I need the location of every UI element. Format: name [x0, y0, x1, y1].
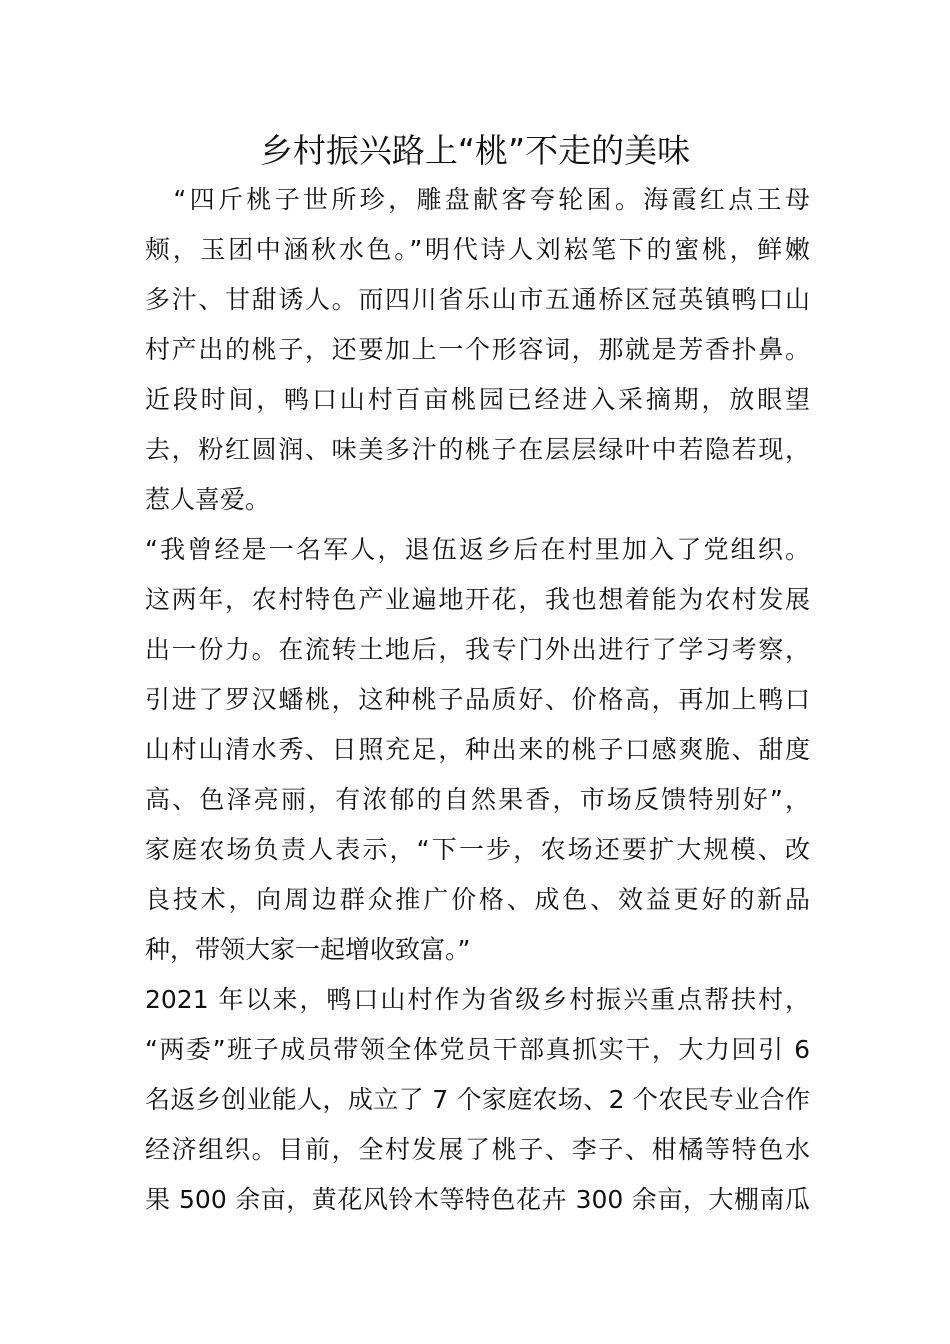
text-line-16: 种，带领大家一起增收致富。” — [145, 935, 471, 964]
text-line-12: 山村山清水秀、日照充足，种出来的桃子口感爽脆、甜度 — [145, 735, 810, 764]
text-line-21: 果 500 余亩，黄花风铃木等特色花卉 300 余亩，大棚南瓜 — [145, 1185, 810, 1214]
text-line-9: 这两年，农村特色产业遍地开花，我也想着能为农村发展 — [145, 585, 810, 614]
text-line-15: 良技术，向周边群众推广价格、成色、效益更好的新品 — [145, 885, 810, 914]
text-line-17: 2021 年以来，鸭口山村作为省级乡村振兴重点帮扶村， — [145, 985, 810, 1014]
article-title: 乡村振兴路上“桃”不走的美味 — [259, 131, 691, 170]
text-line-19: 名返乡创业能人，成立了 7 个家庭农场、2 个农民专业合作 — [145, 1085, 810, 1114]
text-line-14: 家庭农场负责人表示，“下一步，农场还要扩大规模、改 — [145, 835, 810, 864]
text-line-2: 颊，玉团中涵秋水色。”明代诗人刘崧笔下的蜜桃，鲜嫩 — [145, 235, 810, 264]
text-line-3: 多汁、甘甜诱人。而四川省乐山市五通桥区冠英镇鸭口山 — [145, 285, 810, 314]
text-line-10: 出一份力。在流转土地后，我专门外出进行了学习考察， — [145, 635, 810, 664]
text-line-5: 近段时间，鸭口山村百亩桃园已经进入采摘期，放眼望 — [145, 385, 810, 414]
text-line-4: 村产出的桃子，还要加上一个形容词，那就是芳香扑鼻。 — [145, 335, 810, 364]
text-line-6: 去，粉红圆润、味美多汁的桃子在层层绿叶中若隐若现， — [145, 435, 810, 464]
text-line-8: “我曾经是一名军人，退伍返乡后在村里加入了党组织。 — [145, 535, 810, 564]
text-line-7: 惹人喜爱。 — [145, 485, 271, 514]
text-line-18: “两委”班子成员带领全体党员干部真抓实干，大力回引 6 — [145, 1035, 810, 1064]
text-line-20: 经济组织。目前，全村发展了桃子、李子、柑橘等特色水 — [145, 1135, 810, 1164]
text-line-13: 高、色泽亮丽，有浓郁的自然果香，市场反馈特别好”， — [145, 785, 810, 814]
text-line-11: 引进了罗汉蟠桃，这种桃子品质好、价格高，再加上鸭口 — [145, 685, 810, 714]
text-line-1: “四斤桃子世所珍，雕盘献客夸轮囷。海霞红点王母 — [145, 185, 810, 214]
